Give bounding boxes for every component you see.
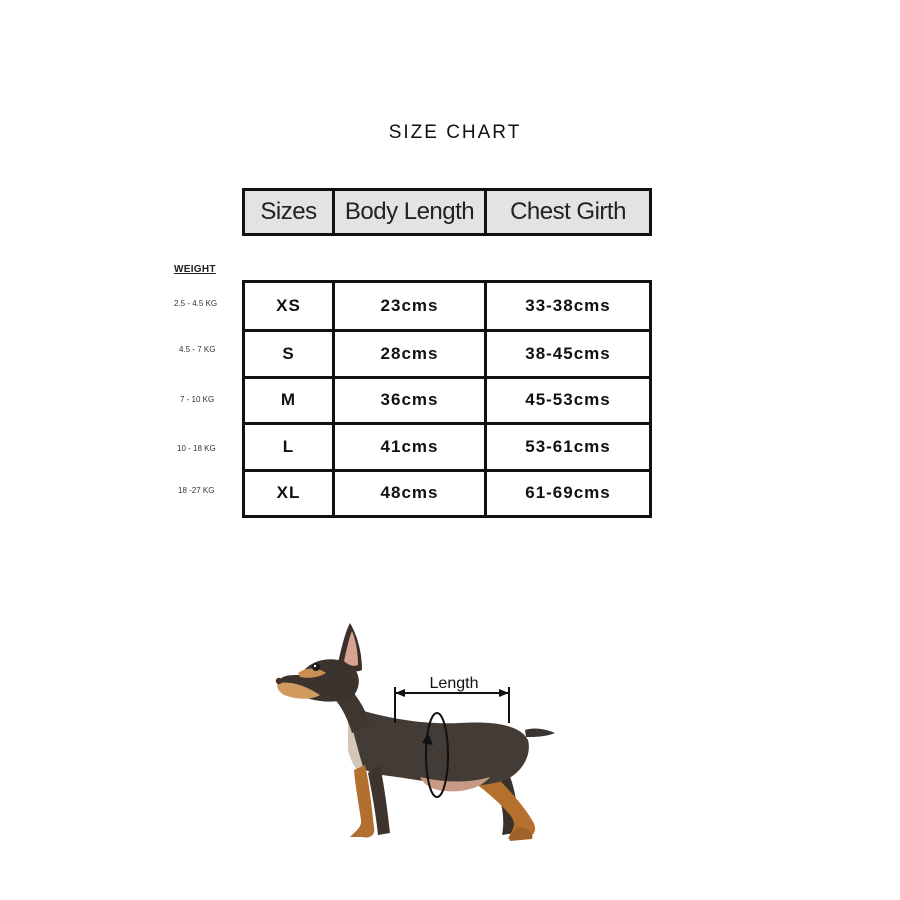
header-sizes: Sizes	[260, 198, 317, 225]
header-chest-girth: Chest Girth	[484, 191, 649, 233]
cell-size: M	[280, 390, 297, 410]
cell-body-length: 28cms	[332, 332, 484, 375]
cell-chest-girth: 61-69cms	[484, 472, 649, 515]
cell-chest-girth: 53-61cms	[484, 425, 649, 468]
cell-body-length: 23cms	[332, 283, 484, 329]
cell-size: S	[282, 344, 295, 364]
table-header	[242, 188, 652, 236]
cell-body-length: 48cms	[332, 472, 484, 515]
cell-chest-girth: 45-53cms	[484, 379, 649, 422]
table-row	[245, 329, 649, 375]
table-row	[245, 376, 649, 422]
cell-chest-girth: 33-38cms	[484, 283, 649, 329]
table-row	[245, 422, 649, 468]
weight-label-s: 4.5 - 7 KG	[179, 345, 216, 354]
weight-label-l: 10 - 18 KG	[177, 444, 216, 453]
cell-chest-girth: 38-45cms	[484, 332, 649, 375]
cell-size: XL	[276, 483, 301, 503]
cell-body-length: 36cms	[332, 379, 484, 422]
dog-measurement-illustration	[270, 615, 570, 850]
weight-label-xs: 2.5 - 4.5 KG	[174, 299, 218, 308]
weight-column-title: WEIGHT	[174, 264, 216, 275]
cell-size: XS	[276, 296, 301, 316]
cell-body-length: 41cms	[332, 425, 484, 468]
page-title: SIZE CHART	[388, 122, 522, 143]
weight-label-xl: 18 -27 KG	[178, 486, 215, 495]
dog-icon	[276, 623, 555, 841]
weight-label-m: 7 - 10 KG	[180, 395, 215, 404]
size-table	[242, 280, 652, 518]
length-label: Length	[429, 675, 479, 692]
table-row	[245, 469, 649, 515]
cell-size: L	[282, 436, 295, 456]
header-body-length: Body Length	[332, 191, 484, 233]
table-row	[245, 283, 649, 329]
